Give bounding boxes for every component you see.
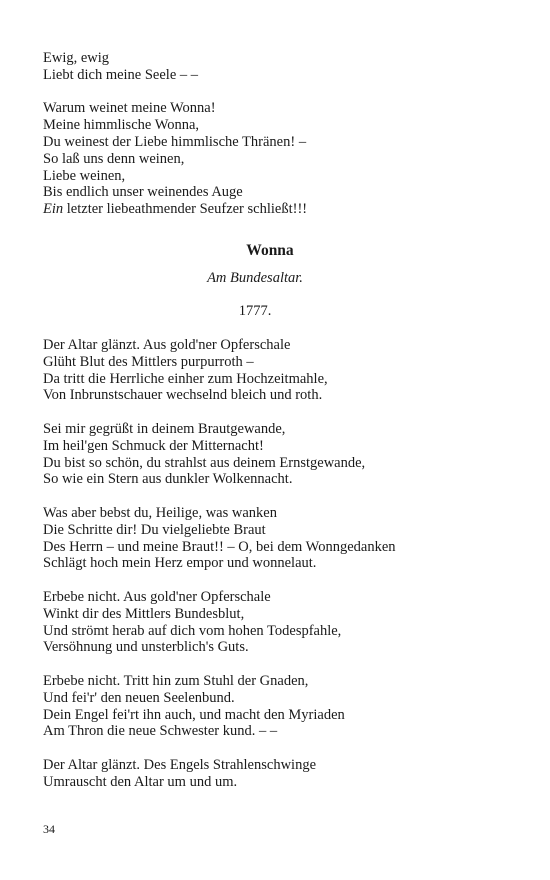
verse-line: Im heil'gen Schmuck der Mitternacht! <box>43 437 264 454</box>
verse-line: Du bist so schön, du strahlst aus deinem Ernstgewande, <box>43 454 366 471</box>
page-number: 34 <box>43 822 55 836</box>
previous-poem-ending <box>43 50 513 218</box>
verse-line: Dein Engel fei'rt ihn auch, und macht den Myriaden <box>43 706 345 723</box>
verse-line: Schlägt hoch mein Herz empor und wonnelaut. <box>43 555 317 572</box>
verse-line: So laß uns denn weinen, <box>43 150 185 167</box>
verse-line: Winkt dir des Mittlers Bundesblut, <box>43 605 245 622</box>
poem-year: 1777. <box>238 303 272 319</box>
verse-line: Umrauscht den Altar um und um. <box>43 773 238 790</box>
stanza <box>43 757 513 791</box>
poem-body <box>43 337 513 791</box>
verse-line: Des Herrn – und meine Braut!! – O, bei dem Wonngedanken <box>43 538 396 555</box>
verse-line: Was aber bebst du, Heilige, was wanken <box>43 504 277 521</box>
verse-line: Warum weinet meine Wonna! <box>43 100 216 117</box>
stanza <box>43 50 513 84</box>
verse-line: Und fei'r' den neuen Seelenbund. <box>43 689 235 706</box>
verse-line: So wie ein Stern aus dunkler Wolkennacht. <box>43 471 293 488</box>
verse-line: Am Thron die neue Schwester kund. – – <box>43 723 278 740</box>
verse-line: Von Inbrunstschauer wechselnd bleich und roth. <box>43 387 323 404</box>
stanza <box>43 337 513 404</box>
verse-line: Erbebe nicht. Aus gold'ner Opferschale <box>43 588 271 605</box>
stanza <box>43 505 513 572</box>
stanza <box>43 100 513 218</box>
verse-line: Glüht Blut des Mittlers purpurroth – <box>43 353 254 370</box>
verse-line: Erbebe nicht. Tritt hin zum Stuhl der Gnaden, <box>43 672 309 689</box>
verse-line: Sei mir gegrüßt in deinem Brautgewande, <box>43 420 286 437</box>
verse-line: Meine himmlische Wonna, <box>43 117 200 134</box>
italic-word: Ein <box>43 201 64 218</box>
stanza <box>43 673 513 740</box>
verse-line: Der Altar glänzt. Des Engels Strahlenschwinge <box>43 756 317 773</box>
verse-line: Liebt dich meine Seele – – <box>43 66 199 83</box>
verse-line: Die Schritte dir! Du vielgeliebte Braut <box>43 521 266 538</box>
stanza <box>43 589 513 656</box>
verse-line: Du weinest der Liebe himmlische Thränen! – <box>43 133 307 150</box>
stanza <box>43 421 513 488</box>
verse-line: Und strömt herab auf dich vom hohen Todespfahle, <box>43 622 342 639</box>
verse-line: Da tritt die Herrliche einher zum Hochzeitmahle, <box>43 370 328 387</box>
verse-line-final <box>43 201 513 218</box>
verse-line: Ewig, ewig <box>43 50 110 66</box>
verse-line: Bis endlich unser weinendes Auge <box>43 184 243 201</box>
verse-line: Versöhnung und unsterblich's Guts. <box>43 639 249 656</box>
verse-line: Der Altar glänzt. Aus gold'ner Opferschale <box>43 337 291 353</box>
verse-line: Liebe weinen, <box>43 167 126 184</box>
verse-line-rest: letzter liebeathmender Seufzer schließt!!! <box>63 201 308 218</box>
poem-title: Wonna <box>246 242 294 259</box>
poem-subtitle: Am Bundesaltar. <box>207 270 303 286</box>
